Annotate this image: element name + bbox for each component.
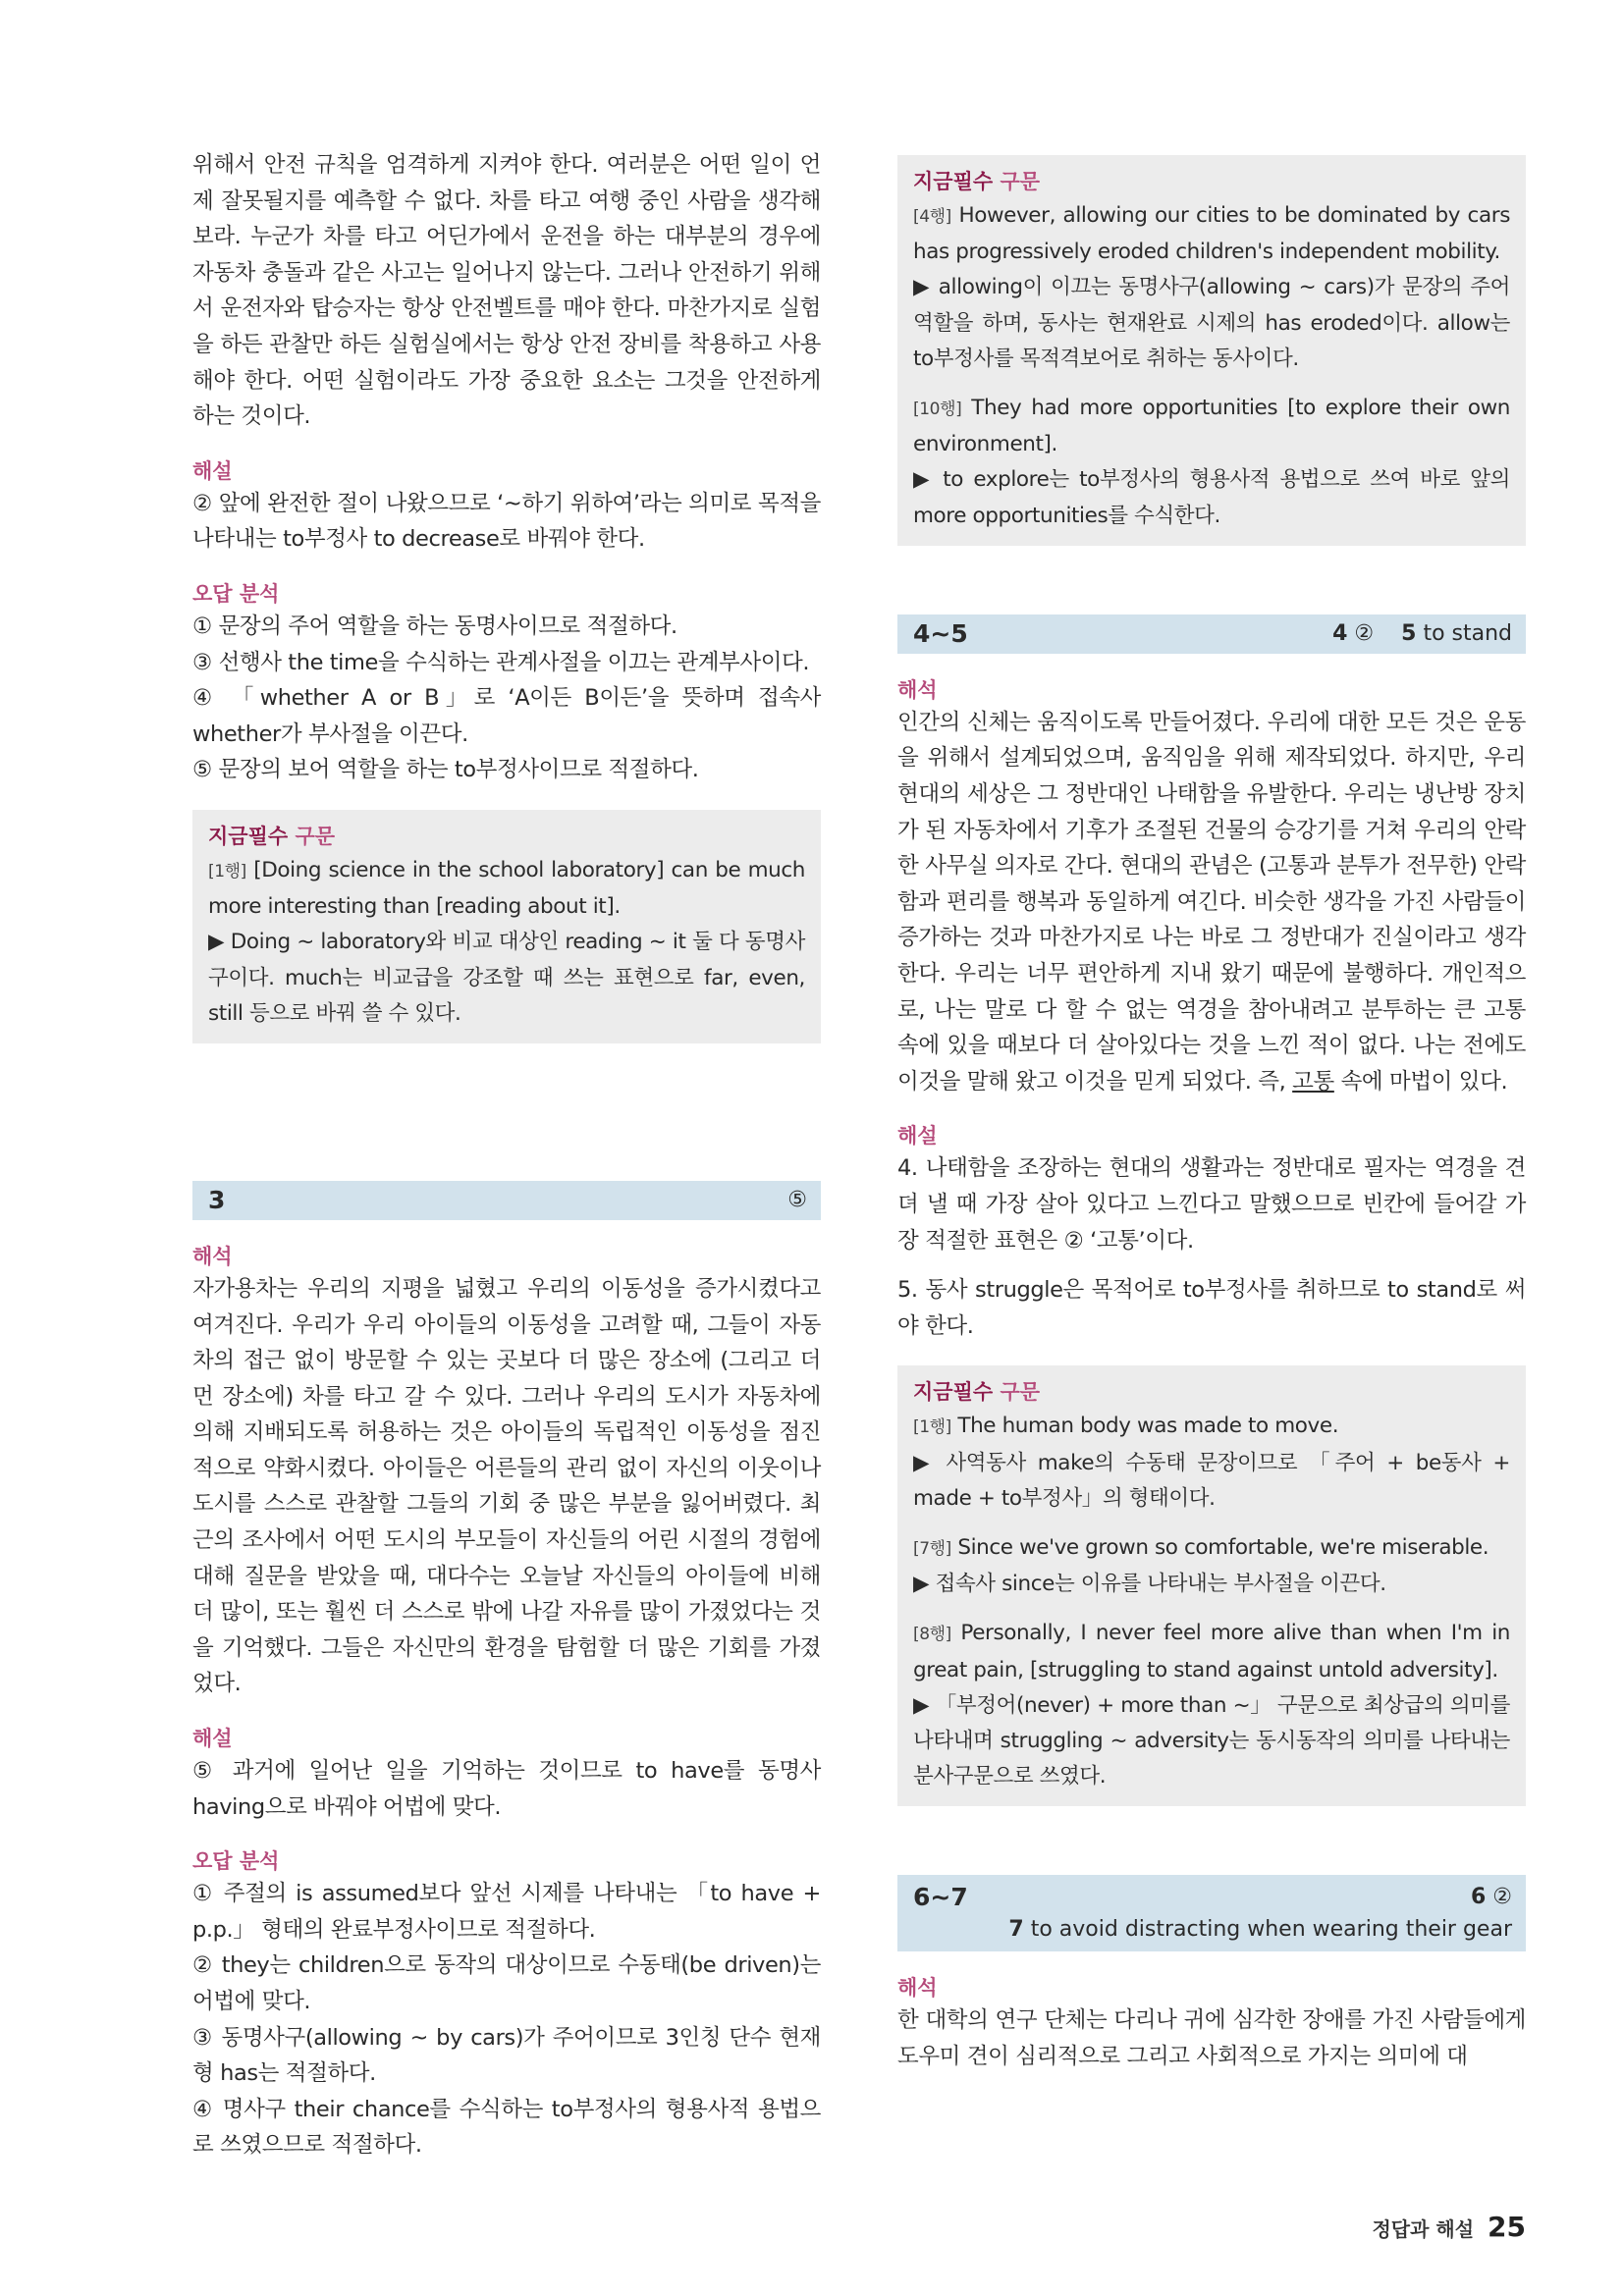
odap-item: ③ 선행사 the time을 수식하는 관계사절을 이끄는 관계부사이다. bbox=[192, 649, 810, 675]
odap-item: ④ 명사구 their chance를 수식하는 to부정사의 형용사적 용법으로 쓰였으므로 적절하다. bbox=[192, 2096, 821, 2159]
box-note: ▶ 접속사 since는 이유를 나타내는 부사절을 이끈다. bbox=[913, 1572, 1386, 1597]
box-note: ▶ Doing ~ laboratory와 비교 대상인 reading ~ it 둘 다 동명사구이다. much는 비교급을 강조할 때 쓰는 표현으로 far, even, still 등으로 바꿔 쓸 수 있다. bbox=[208, 930, 805, 1026]
haeseol-label: 해설 bbox=[192, 458, 233, 483]
box-note: ▶ 「부정어(never) + more than ~」 구문으로 최상급의 의미를 나타내며 struggling ~ adversity는 동시동작의 의미를 나타내는 분사구문으로 쓰였다. bbox=[913, 1692, 1510, 1789]
haeseol-text: 5. 동사 struggle은 목적어로 to부정사를 취하므로 to stand로 써야 한다. bbox=[897, 1277, 1526, 1339]
right-column bbox=[897, 155, 1526, 2075]
intro-paragraph: 위해서 안전 규칙을 엄격하게 지켜야 한다. 여러분은 어떤 일이 언제 잘못될지를 예측할 수 없다. 차를 타고 여행 중인 사람을 생각해 보라. 누군가 차를 타고 어딘가에서 운전을 하는 대부분의 경우에 자동차 충돌과 같은 사고는 일어나지 않는다. 그러나 안전하기 위해서 운전자와 탑승자는 항상 안전벨트를 매야 한다. 마찬가지로 실험을 하든 관찰만 하든 실험실에서는 항상 안전 장비를 착용하고 사용해야 한다. 어떤 실험이라도 가장 중요한 요소는 그것을 안전하게 하는 것이다. bbox=[192, 152, 821, 430]
odap-item: ① 문장의 주어 역할을 하는 동명사이므로 적절하다. bbox=[192, 613, 677, 639]
haeseol-text: ② 앞에 완전한 절이 나왔으므로 ‘~하기 위하여’라는 의미로 목적을 나타내는 to부정사 to decrease로 바꿔야 한다. bbox=[192, 490, 821, 553]
question-label: 6~7 bbox=[913, 1883, 968, 1912]
box-sentence: [1행] [Doing science in the school laboratory] can be much more interesting than [reading about it]. bbox=[208, 857, 805, 920]
odap-item: ② they는 children으로 동작의 대상이므로 수동태(be driven)는 어법에 맞다. bbox=[192, 1952, 821, 2015]
box-sentence: [4행] However, allowing our cities to be dominated by cars has progressively eroded children's independent mobility. bbox=[913, 203, 1510, 265]
haeseol-text: ⑤ 과거에 일어난 일을 기억하는 것이므로 to have를 동명사 having으로 바꿔야 어법에 맞다. bbox=[192, 1758, 821, 1820]
grammar-box-3 bbox=[897, 1365, 1526, 1806]
haeseok-label: 해석 bbox=[897, 677, 938, 702]
box-sentence: [8행] Personally, I never feel more alive than when I'm in great pain, [struggling to stand against untold adversity]. bbox=[913, 1621, 1510, 1682]
odap-item: ③ 동명사구(allowing ~ by cars)가 주어이므로 3인칭 단수 현재형 has는 적절하다. bbox=[192, 2024, 821, 2087]
haeseok-label: 해석 bbox=[897, 1976, 938, 2001]
question-label: 4~5 bbox=[913, 619, 968, 649]
haeseok-text: 한 대학의 연구 단체는 다리나 귀에 심각한 장애를 가진 사람들에게 도우미 견이 심리적으로 그리고 사회적으로 가지는 의미에 대 bbox=[897, 2007, 1526, 2069]
question-label: 3 bbox=[208, 1186, 226, 1215]
odap-item: ⑤ 문장의 보어 역할을 하는 to부정사이므로 적절하다. bbox=[192, 757, 699, 783]
left-column bbox=[192, 147, 821, 2163]
question-answer-6: 6 ② bbox=[1470, 1885, 1512, 1910]
box-title: 지금필수 구문 bbox=[913, 170, 1041, 193]
question-answer-7: 7 to avoid distracting when wearing their gear bbox=[1008, 1917, 1512, 1943]
haeseol-text: 4. 나태함을 조장하는 현대의 생활과는 정반대로 필자는 역경을 견뎌 낼 때 가장 살아 있다고 느낀다고 말했으므로 빈칸에 들어갈 가장 적절한 표현은 ② ‘고통’이다. bbox=[897, 1155, 1526, 1254]
odap-item: ① 주절의 is assumed보다 앞선 시제를 나타내는 「to have + p.p.」 형태의 완료부정사이므로 적절하다. bbox=[192, 1881, 821, 1943]
question-answer: ⑤ bbox=[787, 1188, 807, 1213]
box-note: ▶ 사역동사 make의 수동태 문장이므로 「주어 + be동사 + made + to부정사」의 형태이다. bbox=[913, 1450, 1510, 1511]
box-title: 지금필수 구문 bbox=[913, 1380, 1041, 1405]
haeseol-label: 해설 bbox=[192, 1727, 233, 1751]
box-sentence: [1행] The human body was made to move. bbox=[913, 1414, 1339, 1439]
box-sentence: [7행] Since we've grown so comfortable, we're miserable. bbox=[913, 1534, 1489, 1560]
question-answer: 4 ② 5 to stand bbox=[1332, 621, 1512, 647]
box-note: ▶ to explore는 to부정사의 형용사적 용법으로 쓰여 바로 앞의 more opportunities를 수식한다. bbox=[913, 467, 1510, 528]
odap-item: ④ 「whether A or B」로 ‘A이든 B이든’을 뜻하며 접속사 whether가 부사절을 이끈다. bbox=[192, 685, 821, 747]
question-6-7-header bbox=[897, 1875, 1526, 1951]
haeseol-label: 해설 bbox=[897, 1124, 938, 1148]
odap-label: 오답 분석 bbox=[192, 1849, 280, 1874]
page-footer bbox=[1372, 2211, 1526, 2243]
haeseok-label: 해석 bbox=[192, 1244, 233, 1268]
box-sentence: [10행] They had more opportunities [to explore their own environment]. bbox=[913, 396, 1510, 457]
question-3-header bbox=[192, 1181, 821, 1220]
odap-label: 오답 분석 bbox=[192, 581, 280, 606]
grammar-box-2 bbox=[897, 155, 1526, 546]
box-note: ▶ allowing이 이끄는 동명사구(allowing ~ cars)가 문장의 주어 역할을 하며, 동사는 현재완료 시제의 has eroded이다. allow는 to부정사를 목적격보어로 취하는 동사이다. bbox=[913, 275, 1510, 371]
page-number: 25 bbox=[1488, 2211, 1526, 2243]
footer-label: 정답과 해설 bbox=[1372, 2217, 1475, 2241]
grammar-box-1 bbox=[192, 810, 821, 1043]
box-title: 지금필수 구문 bbox=[208, 824, 336, 848]
haeseok-text: 인간의 신체는 움직이도록 만들어졌다. 우리에 대한 모든 것은 운동을 위해서 설계되었으며, 움직임을 위해 제작되었다. 하지만, 우리 현대의 세상은 그 정반대인 나태함을 유발한다. 우리는 냉난방 장치가 된 자동차에서 기후가 조절된 건물의 승강기를 거쳐 우리의 안락한 사무실 의자로 간다. 현대의 관념은 (고통과 분투가 전무한) 안락함과 편리를 행복과 동일하게 여긴다. 비슷한 생각을 가진 사람들이 증가하는 것과 마찬가지로 나는 바로 그 정반대가 진실이라고 생각한다. 우리는 너무 편안하게 지내 왔기 때문에 불행하다. 개인적으로, 나는 말로 다 할 수 없는 역경을 참아내려고 분투하는 큰 고통 속에 있을 때보다 더 살아있다는 것을 느낀 적이 없다. 나는 전에도 이것을 말해 왔고 이것을 믿게 되었다. 즉, 고통 속에 마법이 있다. bbox=[897, 709, 1526, 1095]
haeseok-text: 자가용차는 우리의 지평을 넓혔고 우리의 이동성을 증가시켰다고 여겨진다. 우리가 우리 아이들의 이동성을 고려할 때, 그들이 자동차의 접근 없이 방문할 수 있는 곳보다 더 많은 장소에 (그리고 더 먼 장소에) 차를 타고 갈 수 있다. 그러나 우리의 도시가 자동차에 의해 지배되도록 허용하는 것은 아이들의 독립적인 이동성을 점진적으로 약화시켰다. 아이들은 어른들의 관리 없이 자신의 이웃이나 도시를 스스로 관찰할 그들의 기회 중 많은 부분을 잃어버렸다. 최근의 조사에서 어떤 도시의 부모들이 자신들의 어린 시절의 경험에 대해 질문을 받았을 때, 대다수는 오늘날 자신들의 아이들에 비해 더 많이, 또는 훨씬 더 스스로 밖에 나갈 자유를 많이 가졌었다는 것을 기억했다. 그들은 자신만의 환경을 탐험할 더 많은 기회를 가졌었다. bbox=[192, 1275, 821, 1697]
question-4-5-header bbox=[897, 614, 1526, 654]
